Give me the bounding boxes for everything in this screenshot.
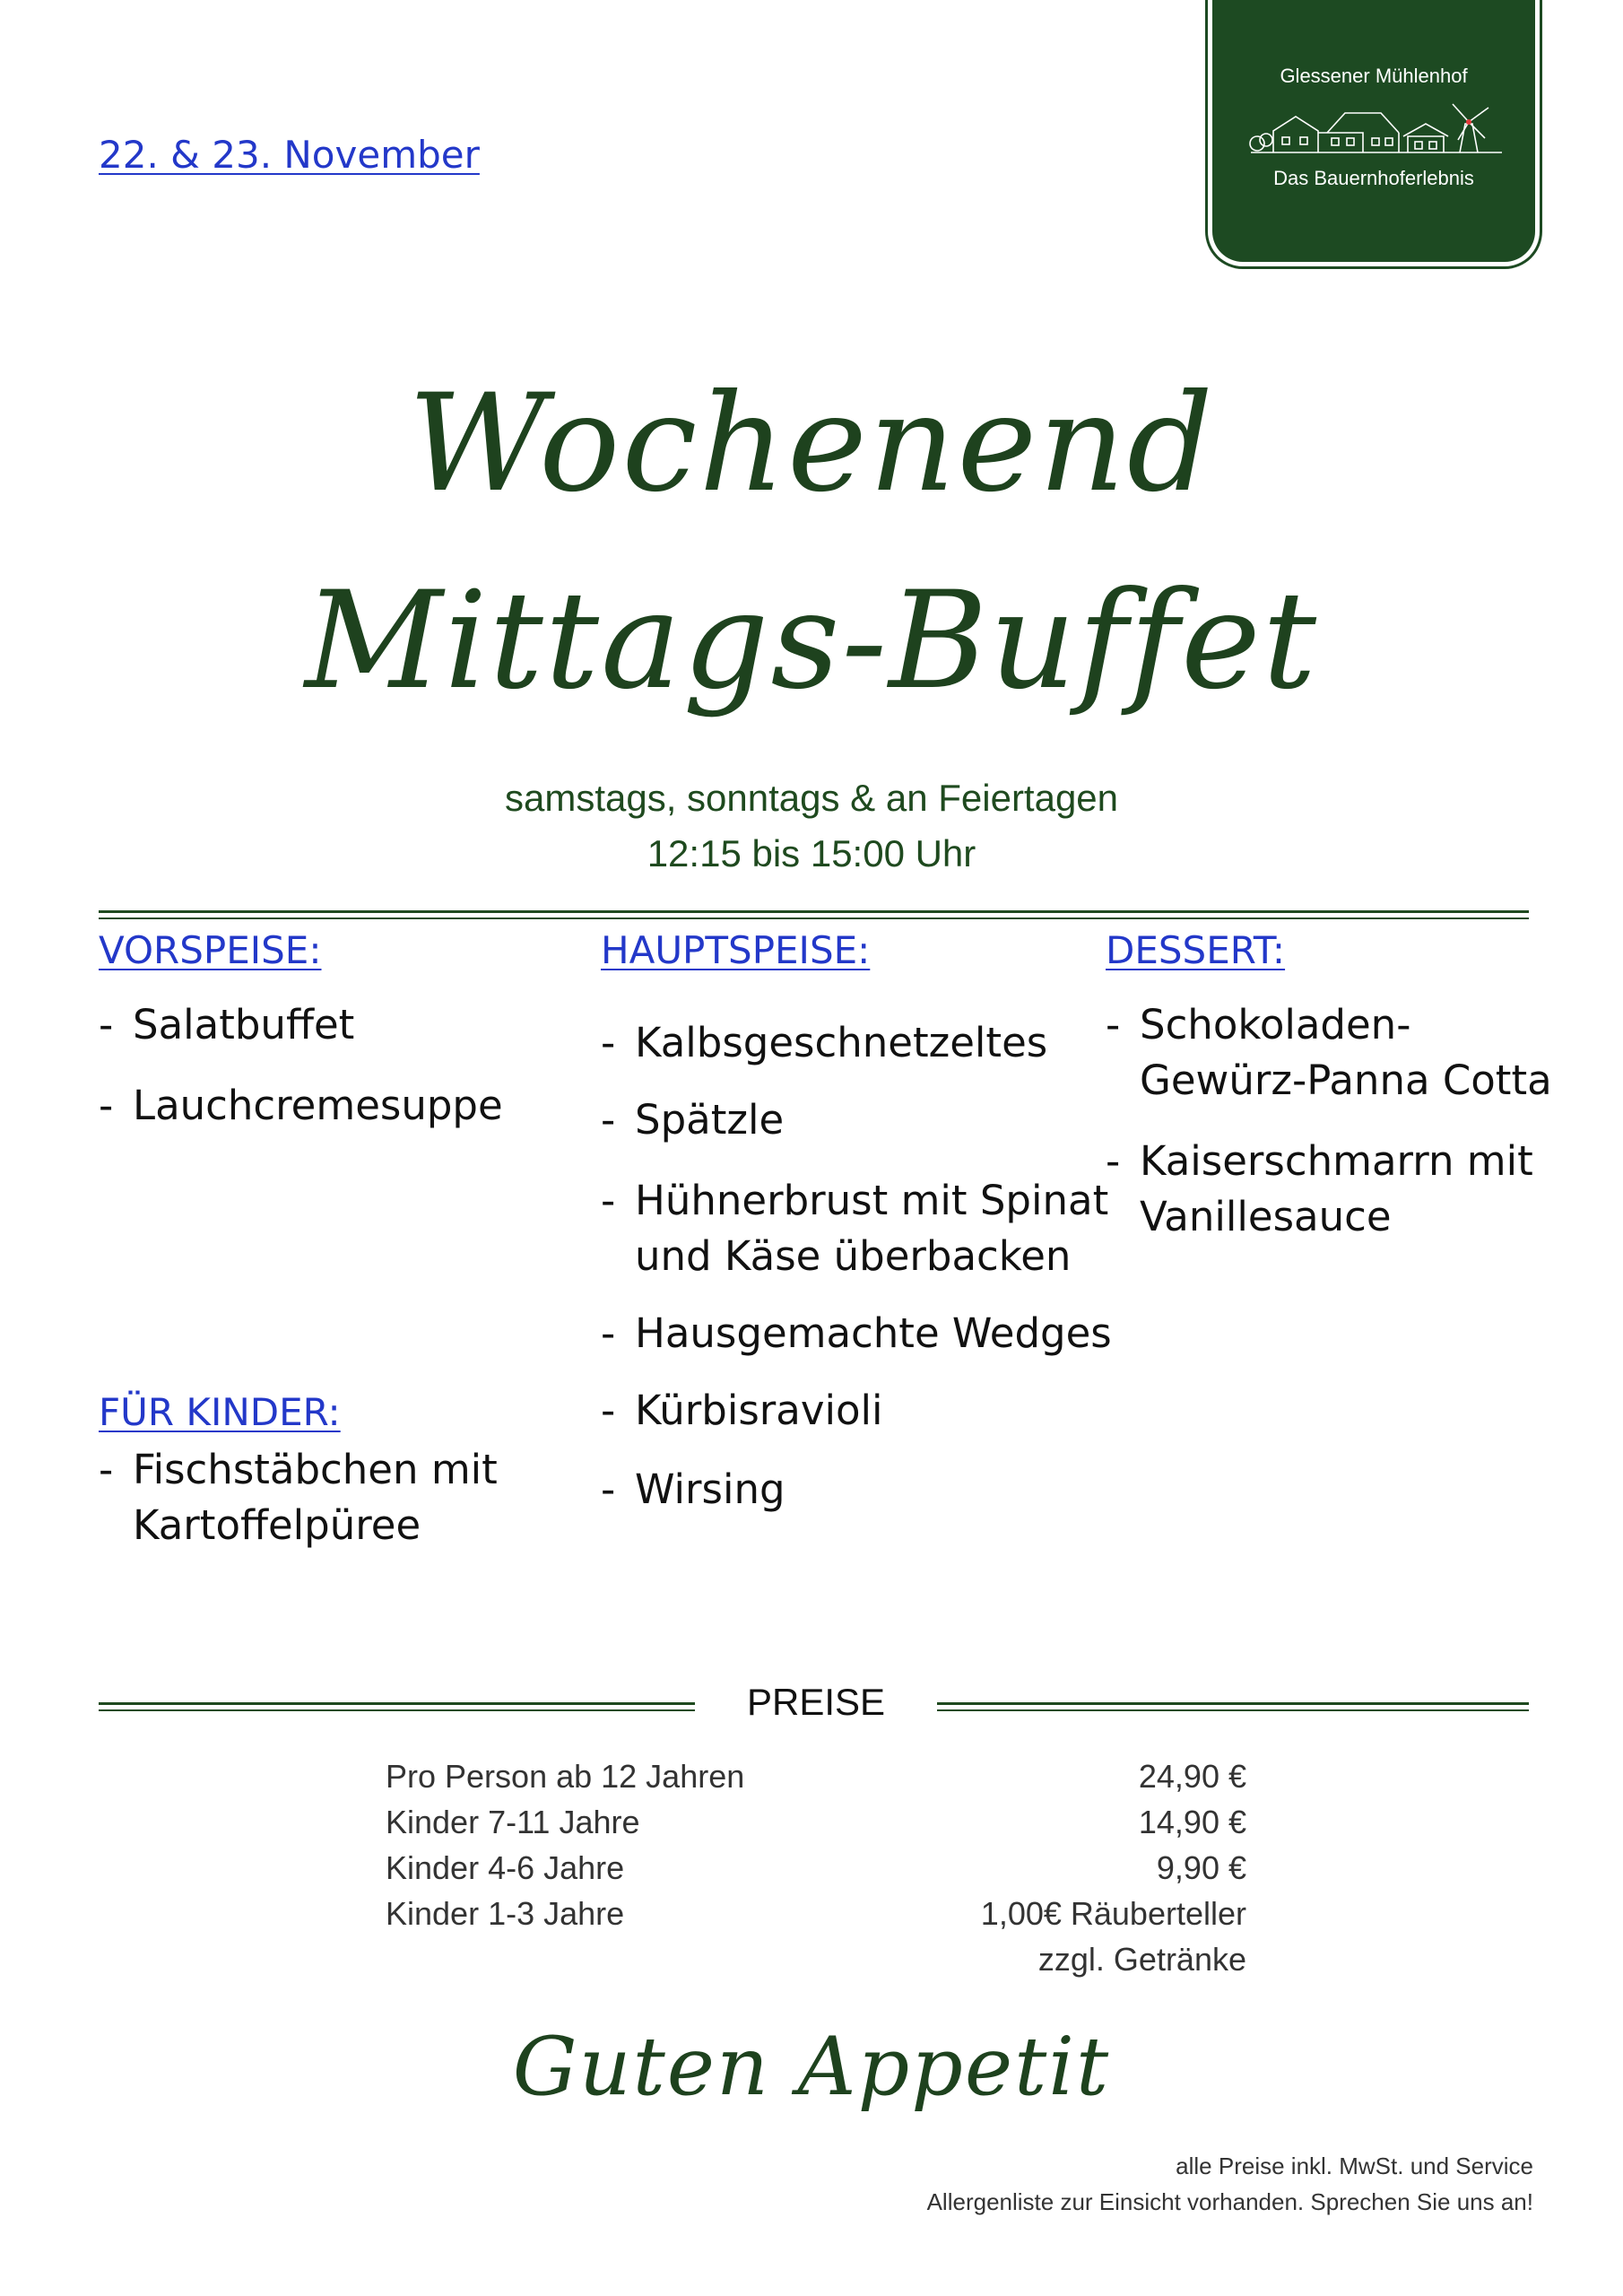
menu-item: - Lauchcremesuppe [99, 1082, 503, 1129]
title-line-1: Wochenend [408, 366, 1215, 522]
restaurant-logo [1212, 0, 1535, 262]
logo-name: Glessener Mühlenhof [1280, 65, 1468, 87]
price-row: Kinder 7-11 Jahre 14,90 € [386, 1804, 1246, 1840]
price-row: Kinder 1-3 Jahre 1,00€ Räuberteller [386, 1895, 1246, 1932]
date-link[interactable]: 22. & 23. November [99, 133, 480, 177]
divider-top [99, 910, 1529, 913]
menu-item: - Kürbisravioli [601, 1387, 883, 1434]
closing-text: Guten Appetit [512, 2020, 1111, 2114]
footer-note-1: alle Preise inkl. MwSt. und Service [1176, 2152, 1533, 2179]
logo-tagline: Das Bauernhoferlebnis [1273, 167, 1474, 189]
price-rule-left [99, 1702, 695, 1705]
prices-heading: PREISE [746, 1681, 886, 1723]
heading-dessert[interactable]: DESSERT: [1106, 928, 1286, 972]
price-row: Pro Person ab 12 Jahren 24,90 € [386, 1758, 1246, 1795]
price-rule-right-inner [937, 1709, 1529, 1711]
footer-note-2: Allergenliste zur Einsicht vorhanden. Sprechen Sie uns an! [926, 2188, 1533, 2215]
heading-main[interactable]: HAUPTSPEISE: [601, 928, 871, 972]
menu-item: - Kalbsgeschnetzeltes [601, 1019, 1048, 1066]
menu-item: - Hausgemachte Wedges [601, 1309, 1112, 1357]
schedule-days: samstags, sonntags & an Feiertagen [504, 777, 1119, 819]
title-line-2: Mittags-Buffet [304, 563, 1319, 719]
menu-item: - Fischstäbchen mit Kartoffelpüree [99, 1446, 498, 1549]
price-rule-right [937, 1702, 1529, 1705]
menu-item: - Spätzle [601, 1096, 785, 1144]
heading-kids[interactable]: FÜR KINDER: [99, 1390, 341, 1434]
price-row: zzgl. Getränke [1037, 1941, 1246, 1978]
divider-top-inner [99, 918, 1529, 919]
menu-item: - Wirsing [601, 1465, 785, 1513]
price-rule-left-inner [99, 1709, 695, 1711]
menu-item: - Hühnerbrust mit Spinat und Käse überbacken [601, 1177, 1109, 1280]
menu-item: - Salatbuffet [99, 1001, 355, 1048]
menu-item: - Schokoladen- Gewürz-Panna Cotta [1106, 1001, 1552, 1104]
farmhouse-windmill-icon [1246, 97, 1506, 160]
schedule-time: 12:15 bis 15:00 Uhr [647, 832, 976, 874]
menu-item: - Kaiserschmarrn mit Vanillesauce [1106, 1137, 1533, 1240]
heading-starter[interactable]: VORSPEISE: [99, 928, 322, 972]
price-row: Kinder 4-6 Jahre 9,90 € [386, 1849, 1246, 1886]
